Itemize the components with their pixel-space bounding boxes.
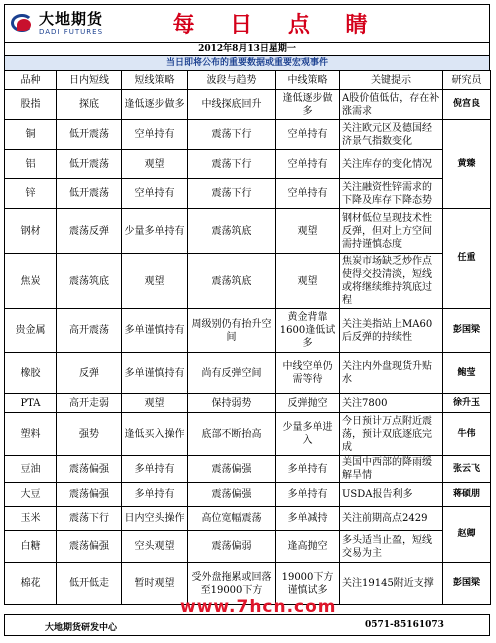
cell-intraday: 探底 <box>57 90 122 120</box>
cell-short: 多单持有 <box>122 456 188 483</box>
cell-mid: 黄金背靠1600逢低试多 <box>276 309 340 353</box>
cell-short: 空单持有 <box>122 179 188 209</box>
cell-variety: 棉花 <box>5 563 57 605</box>
table-row <box>5 394 491 413</box>
cell-intraday: 低开震荡 <box>57 150 122 179</box>
cell-researcher: 倪宫良 <box>443 90 491 120</box>
cell-researcher: 彭国梁 <box>443 309 491 353</box>
cell-variety: 贵金属 <box>5 309 57 353</box>
cell-variety: 铝 <box>5 150 57 179</box>
cell-mid: 空单持有 <box>276 150 340 179</box>
cell-tip: 关注19145附近支撑 <box>340 563 443 605</box>
cell-short: 少量多单持有 <box>122 209 188 254</box>
cell-swing: 震荡下行 <box>188 179 276 209</box>
cell-mid: 观望 <box>276 209 340 254</box>
cell-intraday: 低开低走 <box>57 563 122 605</box>
cell-tip: A股价值低估，存在补涨需求 <box>340 90 443 120</box>
cell-variety: 焦炭 <box>5 254 57 309</box>
cell-short: 多单持有 <box>122 483 188 507</box>
cell-intraday: 震荡偏强 <box>57 483 122 507</box>
research-center-name: 大地期货研发中心 <box>45 623 118 633</box>
cell-swing: 周级别仍有抬升空间 <box>188 309 276 353</box>
cell-short: 观望 <box>122 394 188 413</box>
cell-swing: 底部不断抬高 <box>188 413 276 456</box>
cell-researcher: 牛伟 <box>443 413 491 456</box>
report-subtitle: 当日即将公布的重要数据或重要宏观事件 <box>4 55 490 70</box>
cell-mid: 多单持有 <box>276 456 340 483</box>
cell-swing: 震荡偏强 <box>188 483 276 507</box>
cell-tip: 关注融资性锌需求的下降及库存下降态势 <box>340 179 443 209</box>
cell-intraday: 震荡反弹 <box>57 209 122 254</box>
table-row <box>5 507 491 531</box>
cell-tip: 多头适当止盈，短线交易为主 <box>340 531 443 563</box>
cell-mid: 少量多单进入 <box>276 413 340 456</box>
cell-variety: 股指 <box>5 90 57 120</box>
cell-variety: PTA <box>5 394 57 413</box>
table-row <box>5 120 491 150</box>
cell-swing: 保持弱势 <box>188 394 276 413</box>
cell-tip: 焦炭市场缺乏炒作点使得交投清淡，短线或将继续维持筑底过程 <box>340 254 443 309</box>
cell-mid: 逢低逐步做多 <box>276 90 340 120</box>
header-mid-strategy: 中线策略 <box>276 71 340 90</box>
table-row <box>5 413 491 456</box>
cell-mid: 逢高抛空 <box>276 531 340 563</box>
table-row <box>5 309 491 353</box>
cell-intraday: 震荡偏强 <box>57 456 122 483</box>
report-date: 2012年8月13日星期一 <box>4 42 490 55</box>
cell-mid: 19000下方谨慎试多 <box>276 563 340 605</box>
cell-tip: 今日预计万点附近震荡，预计双底逐底完成 <box>340 413 443 456</box>
header-researcher: 研究员 <box>443 71 491 90</box>
cell-mid: 空单持有 <box>276 179 340 209</box>
cell-swing: 受外盘拖累或回落至19000下方 <box>188 563 276 605</box>
cell-variety: 大豆 <box>5 483 57 507</box>
cell-tip: 关注内外盘现货升贴水 <box>340 353 443 394</box>
site-watermark: www.7hcn.com <box>180 597 337 617</box>
cell-intraday: 高开走弱 <box>57 394 122 413</box>
cell-short: 空单持有 <box>122 120 188 150</box>
cell-variety: 橡胶 <box>5 353 57 394</box>
cell-swing: 震荡筑底 <box>188 254 276 309</box>
cell-intraday: 反弹 <box>57 353 122 394</box>
cell-swing: 震荡偏弱 <box>188 531 276 563</box>
table-row <box>5 531 491 563</box>
report-footer <box>4 614 490 636</box>
table-row <box>5 179 491 209</box>
brand-logo <box>5 5 125 42</box>
cell-researcher: 赵卿 <box>443 507 491 563</box>
cell-short: 多单谨慎持有 <box>122 309 188 353</box>
cell-intraday: 震荡筑底 <box>57 254 122 309</box>
cell-tip: 美国中西部的降雨缓解旱情 <box>340 456 443 483</box>
table-header-row <box>5 71 491 90</box>
cell-swing: 高位宽幅震荡 <box>188 507 276 531</box>
table-row <box>5 90 491 120</box>
table-row <box>5 483 491 507</box>
cell-researcher: 蒋硕朋 <box>443 483 491 507</box>
table-row <box>5 209 491 254</box>
cell-intraday: 高开震荡 <box>57 309 122 353</box>
table-row <box>5 254 491 309</box>
cell-researcher: 鲍莹 <box>443 353 491 394</box>
cell-mid: 观望 <box>276 254 340 309</box>
header-variety: 品种 <box>5 71 57 90</box>
cell-short: 观望 <box>122 254 188 309</box>
header-intraday: 日内短线 <box>57 71 122 90</box>
header-short-strategy: 短线策略 <box>122 71 188 90</box>
cell-researcher: 黄臻 <box>443 120 491 209</box>
report-title: 每 日 点 睛 <box>172 12 382 38</box>
cell-tip: 关注7800 <box>340 394 443 413</box>
cell-swing: 震荡偏强 <box>188 456 276 483</box>
cell-researcher: 彭国梁 <box>443 563 491 605</box>
cell-intraday: 强势 <box>57 413 122 456</box>
cell-swing: 震荡下行 <box>188 150 276 179</box>
cell-mid: 反弹抛空 <box>276 394 340 413</box>
cell-short: 观望 <box>122 150 188 179</box>
cell-variety: 玉米 <box>5 507 57 531</box>
cell-mid: 空单持有 <box>276 120 340 150</box>
header-key-tip: 关键提示 <box>340 71 443 90</box>
cell-short: 暂时观望 <box>122 563 188 605</box>
table-row <box>5 150 491 179</box>
cell-tip: USDA报告利多 <box>340 483 443 507</box>
cell-intraday: 震荡偏强 <box>57 531 122 563</box>
cell-researcher: 张云飞 <box>443 456 491 483</box>
brand-name-en: DADI FUTURES <box>39 27 104 36</box>
cell-researcher: 徐升玉 <box>443 394 491 413</box>
cell-short: 多单谨慎持有 <box>122 353 188 394</box>
cell-short: 日内空头操作 <box>122 507 188 531</box>
cell-mid: 多单持有 <box>276 483 340 507</box>
cell-variety: 钢材 <box>5 209 57 254</box>
cell-swing: 中线探底回升 <box>188 90 276 120</box>
brand-name-cn: 大地期货 <box>39 9 104 28</box>
cell-tip: 关注欧元区及德国经济景气指数变化 <box>340 120 443 150</box>
cell-variety: 豆油 <box>5 456 57 483</box>
cell-tip: 关注前期高点2429 <box>340 507 443 531</box>
cell-tip: 关注库存的变化情况 <box>340 150 443 179</box>
table-row <box>5 353 491 394</box>
cell-short: 空头观望 <box>122 531 188 563</box>
cell-tip: 关注美指站上MA60后反弹的持续性 <box>340 309 443 353</box>
report-header <box>4 4 490 42</box>
cell-intraday: 低开震荡 <box>57 120 122 150</box>
cell-swing: 尚有反弹空间 <box>188 353 276 394</box>
header-swing-trend: 波段与趋势 <box>188 71 276 90</box>
dadi-futures-logo-icon <box>9 11 35 37</box>
cell-swing: 震荡下行 <box>188 120 276 150</box>
cell-variety: 锌 <box>5 179 57 209</box>
cell-intraday: 震荡下行 <box>57 507 122 531</box>
cell-variety: 铜 <box>5 120 57 150</box>
cell-mid: 多单减持 <box>276 507 340 531</box>
cell-mid: 中线空单仍需等待 <box>276 353 340 394</box>
table-row <box>5 456 491 483</box>
cell-short: 逢低买入操作 <box>122 413 188 456</box>
cell-variety: 白糖 <box>5 531 57 563</box>
contact-phone: 0571-85161073 <box>365 620 444 630</box>
cell-researcher: 任重 <box>443 209 491 309</box>
cell-intraday: 低开震荡 <box>57 179 122 209</box>
cell-tip: 钢材低位呈现技术性反弹，但对上方空间需持谨慎态度 <box>340 209 443 254</box>
cell-short: 逢低逐步做多 <box>122 90 188 120</box>
strategy-table <box>4 70 491 605</box>
cell-swing: 震荡筑底 <box>188 209 276 254</box>
cell-variety: 塑料 <box>5 413 57 456</box>
